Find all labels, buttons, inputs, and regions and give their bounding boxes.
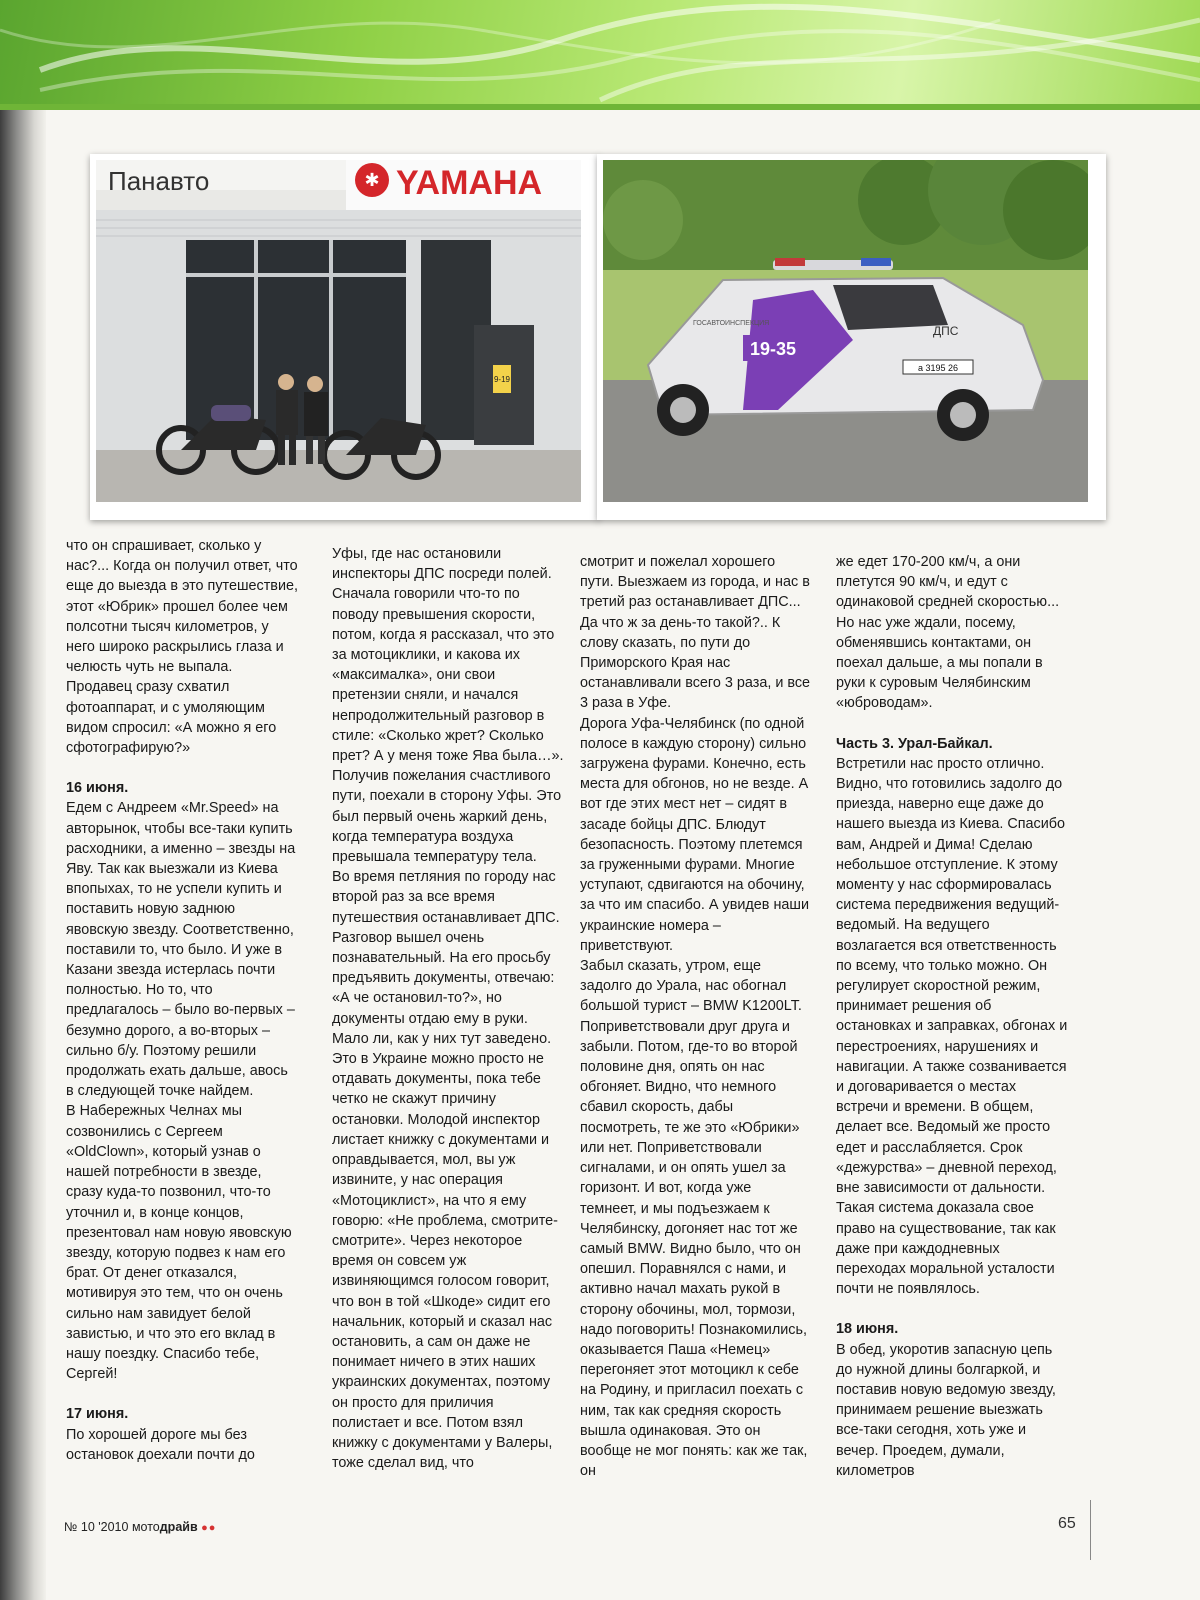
paragraph: Дорога Уфа-Челябинск (по одной полосе в каждую сторону) сильно загружена фурами. Конечно, есть места для обгонов, но не везде. А вот где этих мест нет – сидят в засаде бойцы ДПС. Блюдут безопасность. Поэтому плетемся за груженными фурами. Многие уступают, сдвигаются на обочину, за что им спасибо. А увидев наши украинские номера – приветствуют.	[580, 715, 809, 954]
paragraph: В Набережных Челнах мы созвонились с Сергеем «OldClown», который узнав о нашей потребности в звезде, сразу куда-то позвонил, что-то уточнил и, в конце концов, презентовал нам новую явовскую звезду, которую подвез к нам его брат. От денег отказался, мотивируя это тем, что он очень сильно нам завидует белой завистью, и что это его вклад в нашу поездку. Спасибо тебе, Сергей!	[66, 1103, 292, 1383]
section-heading: Часть 3. Урал-Байкал.	[836, 735, 993, 752]
paragraph: Едем с Андреем «Mr.Speed» на авторынок, чтобы все-таки купить расходники, а именно – звезды на Яву. Так как выезжали из Киева впопыхах, то не успели купить и поставить новую заднюю явовскую звезду. Соответственно, поставили то, что было. И уже в Казани звезда истерлась почти полностью. Но то, что предлагалось – было во-первых – безумно дорого, а во-вторых – сильно б/у. Поэтому решили продолжать ехать дальше, авось в следующей точке найдем.	[66, 800, 296, 1100]
paragraph: смотрит и пожелал хорошего пути. Выезжаем из города, и нас в третий раз останавливает ДПС... Да что ж за день-то такой?.. К слову сказать, по пути до Приморского Края нас останавливали всего 3 раза, и все 3 раза в Уфе.	[580, 554, 811, 712]
paragraph: что он спрашивает, сколько у нас?... Когда он получил ответ, что еще до выезда в это путешествие, этот «Юбрик» прошел более чем полсотни тысяч километров, у него широко раскрылись глаза и челюсть чуть не выпала. Продавец сразу схватил фотоаппарат, и с умоляющим видом спросил: «А можно я его сфотографирую?»	[66, 538, 298, 757]
car-door-number: 19-35	[749, 339, 797, 359]
issue-number: № 10 '2010	[64, 1520, 129, 1534]
paragraph: Забыл сказать, утром, еще задолго до Урала, нас обогнал большой турист – BMW K1200LT. Поприветствовали друг друга и забыли. Потом, где-то во второй половине дня, опять он нас обгоняет. Видно, что немного сбавил скорость, дабы посмотреть, те же это «Юбрики» или нет. Поприветствовали сигналами, и он опять ушел за горизонт. И вот, когда уже темнеет, и мы подъезжаем к Челябинску, догоняет нас тот же самый BMW. Видно было, что он опешил. Поравнялся с нами, и активно начал махать рукой в сторону обочины, мол, тормози, надо поговорить! Познакомились, оказывается Паша «Немец» перегоняет этот мотоцикл к себе на Родину, и пригласил поехать с ним, так как средняя скорость вышла одинаковая. Это он вообще не мог понять: как же так, он	[580, 958, 808, 1480]
magazine-name-moto: мото	[131, 1520, 160, 1534]
article-column-4	[836, 552, 1068, 1481]
police-car-image	[603, 160, 1088, 502]
section-heading: 17 июня.	[66, 1406, 129, 1423]
paragraph: В обед, укоротив запасную цепь до нужной длины болгаркой, и поставив новую ведомую звезду, принимаем решение выезжать все-таки сегодня, хоть уже и вечер. Проедем, думали, километров	[836, 1341, 1056, 1479]
license-plate-text: а 3195 26	[917, 363, 959, 373]
article-column-3	[580, 552, 812, 1481]
article-column-1	[66, 536, 298, 1465]
footer-dots: ●●	[201, 1522, 217, 1534]
door-sticker-text: 9-19	[493, 375, 511, 384]
svg-text:✱: ✱	[364, 170, 380, 190]
car-side-label: ГОСАВТОИНСПЕКЦИЯ	[693, 320, 770, 327]
magazine-name-drive: драйв	[159, 1520, 198, 1534]
banner-bottom-stripe	[0, 104, 1200, 110]
footer-issue-info	[64, 1520, 216, 1534]
section-heading: 18 июня.	[836, 1321, 899, 1338]
green-header-banner	[0, 0, 1200, 110]
page-number: 65	[1058, 1515, 1076, 1532]
photo-yamaha-dealership	[90, 154, 599, 520]
banner-swirl-graphic	[0, 0, 1200, 110]
article-column-2	[332, 544, 564, 1473]
car-dps-label: ДПС	[933, 324, 959, 338]
page-binding-gutter	[0, 0, 46, 1600]
paragraph: По хорошей дороге мы без остановок доехали почти до	[66, 1426, 255, 1463]
section-heading: 16 июня.	[66, 780, 129, 797]
panavto-sign-text: Панавто	[108, 166, 210, 196]
yamaha-sign-text: YAMAHA	[396, 164, 543, 202]
photo-police-car	[597, 154, 1106, 520]
page-number-rule	[1090, 1500, 1091, 1560]
yamaha-dealership-image	[96, 160, 581, 502]
paragraph: Встретили нас просто отлично. Видно, что готовились задолго до приезда, наверно еще даже до нашего выезда из Киева. Спасибо вам, Андрей и Дима! Сделаю небольшое отступление. К этому моменту у нас сформировалась система передвижения ведущий-ведомый. На ведущего возлагается вся ответственность по всему, что только можно. Он регулирует скоростной режим, принимает решения об остановках и заправках, обгонах и перестроениях, нарушениях и навигации. А также созванивается и договаривается о местах встречи и времени. В общем, делает все. Ведомый же просто едет и расслабляется. Срок «дежурства» – дневной переход, вне зависимости от дальности. Такая система доказала свое право на существование, так как даже при каждодневных переходах моральной усталости почти не появлялось.	[836, 755, 1068, 1298]
paragraph: же едет 170-200 км/ч, а они плетутся 90 км/ч, и едут с одинаковой средней скоростью... Но нас уже ждали, посему, обменявшись контактами, он поехал дальше, а мы попали в руки к суровым Челябинским «юброводам».	[836, 554, 1060, 712]
paragraph: Уфы, где нас остановили инспекторы ДПС посреди полей. Сначала говорили что-то по поводу превышения скорости, потом, когда я рассказал, что это за мотоциклики, и какова их «максималка», они свои претензии сняли, и начался непродолжительный разговор в стиле: «Сколько жрет? Сколько прет? А у меня тоже Ява была…». Получив пожелания счастливого пути, поехали в сторону Уфы. Это был первый очень жаркий день, когда температура воздуха превышала температуру тела.	[332, 546, 564, 866]
paragraph: Во время петляния по городу нас второй раз за все время путешествия останавливает ДПС. Разговор вышел очень познавательный. На его просьбу предъявить документы, отвечаю: «А че остановил-то?», но документы отдаю ему в руки. Мало ли, как у них тут заведено. Это в Украине можно просто не отдавать документы, пока тебе четко не скажут причину остановки. Молодой инспектор листает книжку с документами и оправдывается, мол, вы уж извините, у нас операция «Мотоциклист», на что я ему говорю: «Не проблема, смотрите-смотрите». Через некоторое время он совсем уж извиняющимся голосом говорит, что вон в той «Шкоде» сидит его начальник, который и сказал нас остановить, а сам он даже не понимает ничего в этих наших украинских документах, поэтому он просто для приличия полистает и все. Потом взял книжку с документами у Валеры, тоже сделал вид, что	[332, 869, 560, 1472]
